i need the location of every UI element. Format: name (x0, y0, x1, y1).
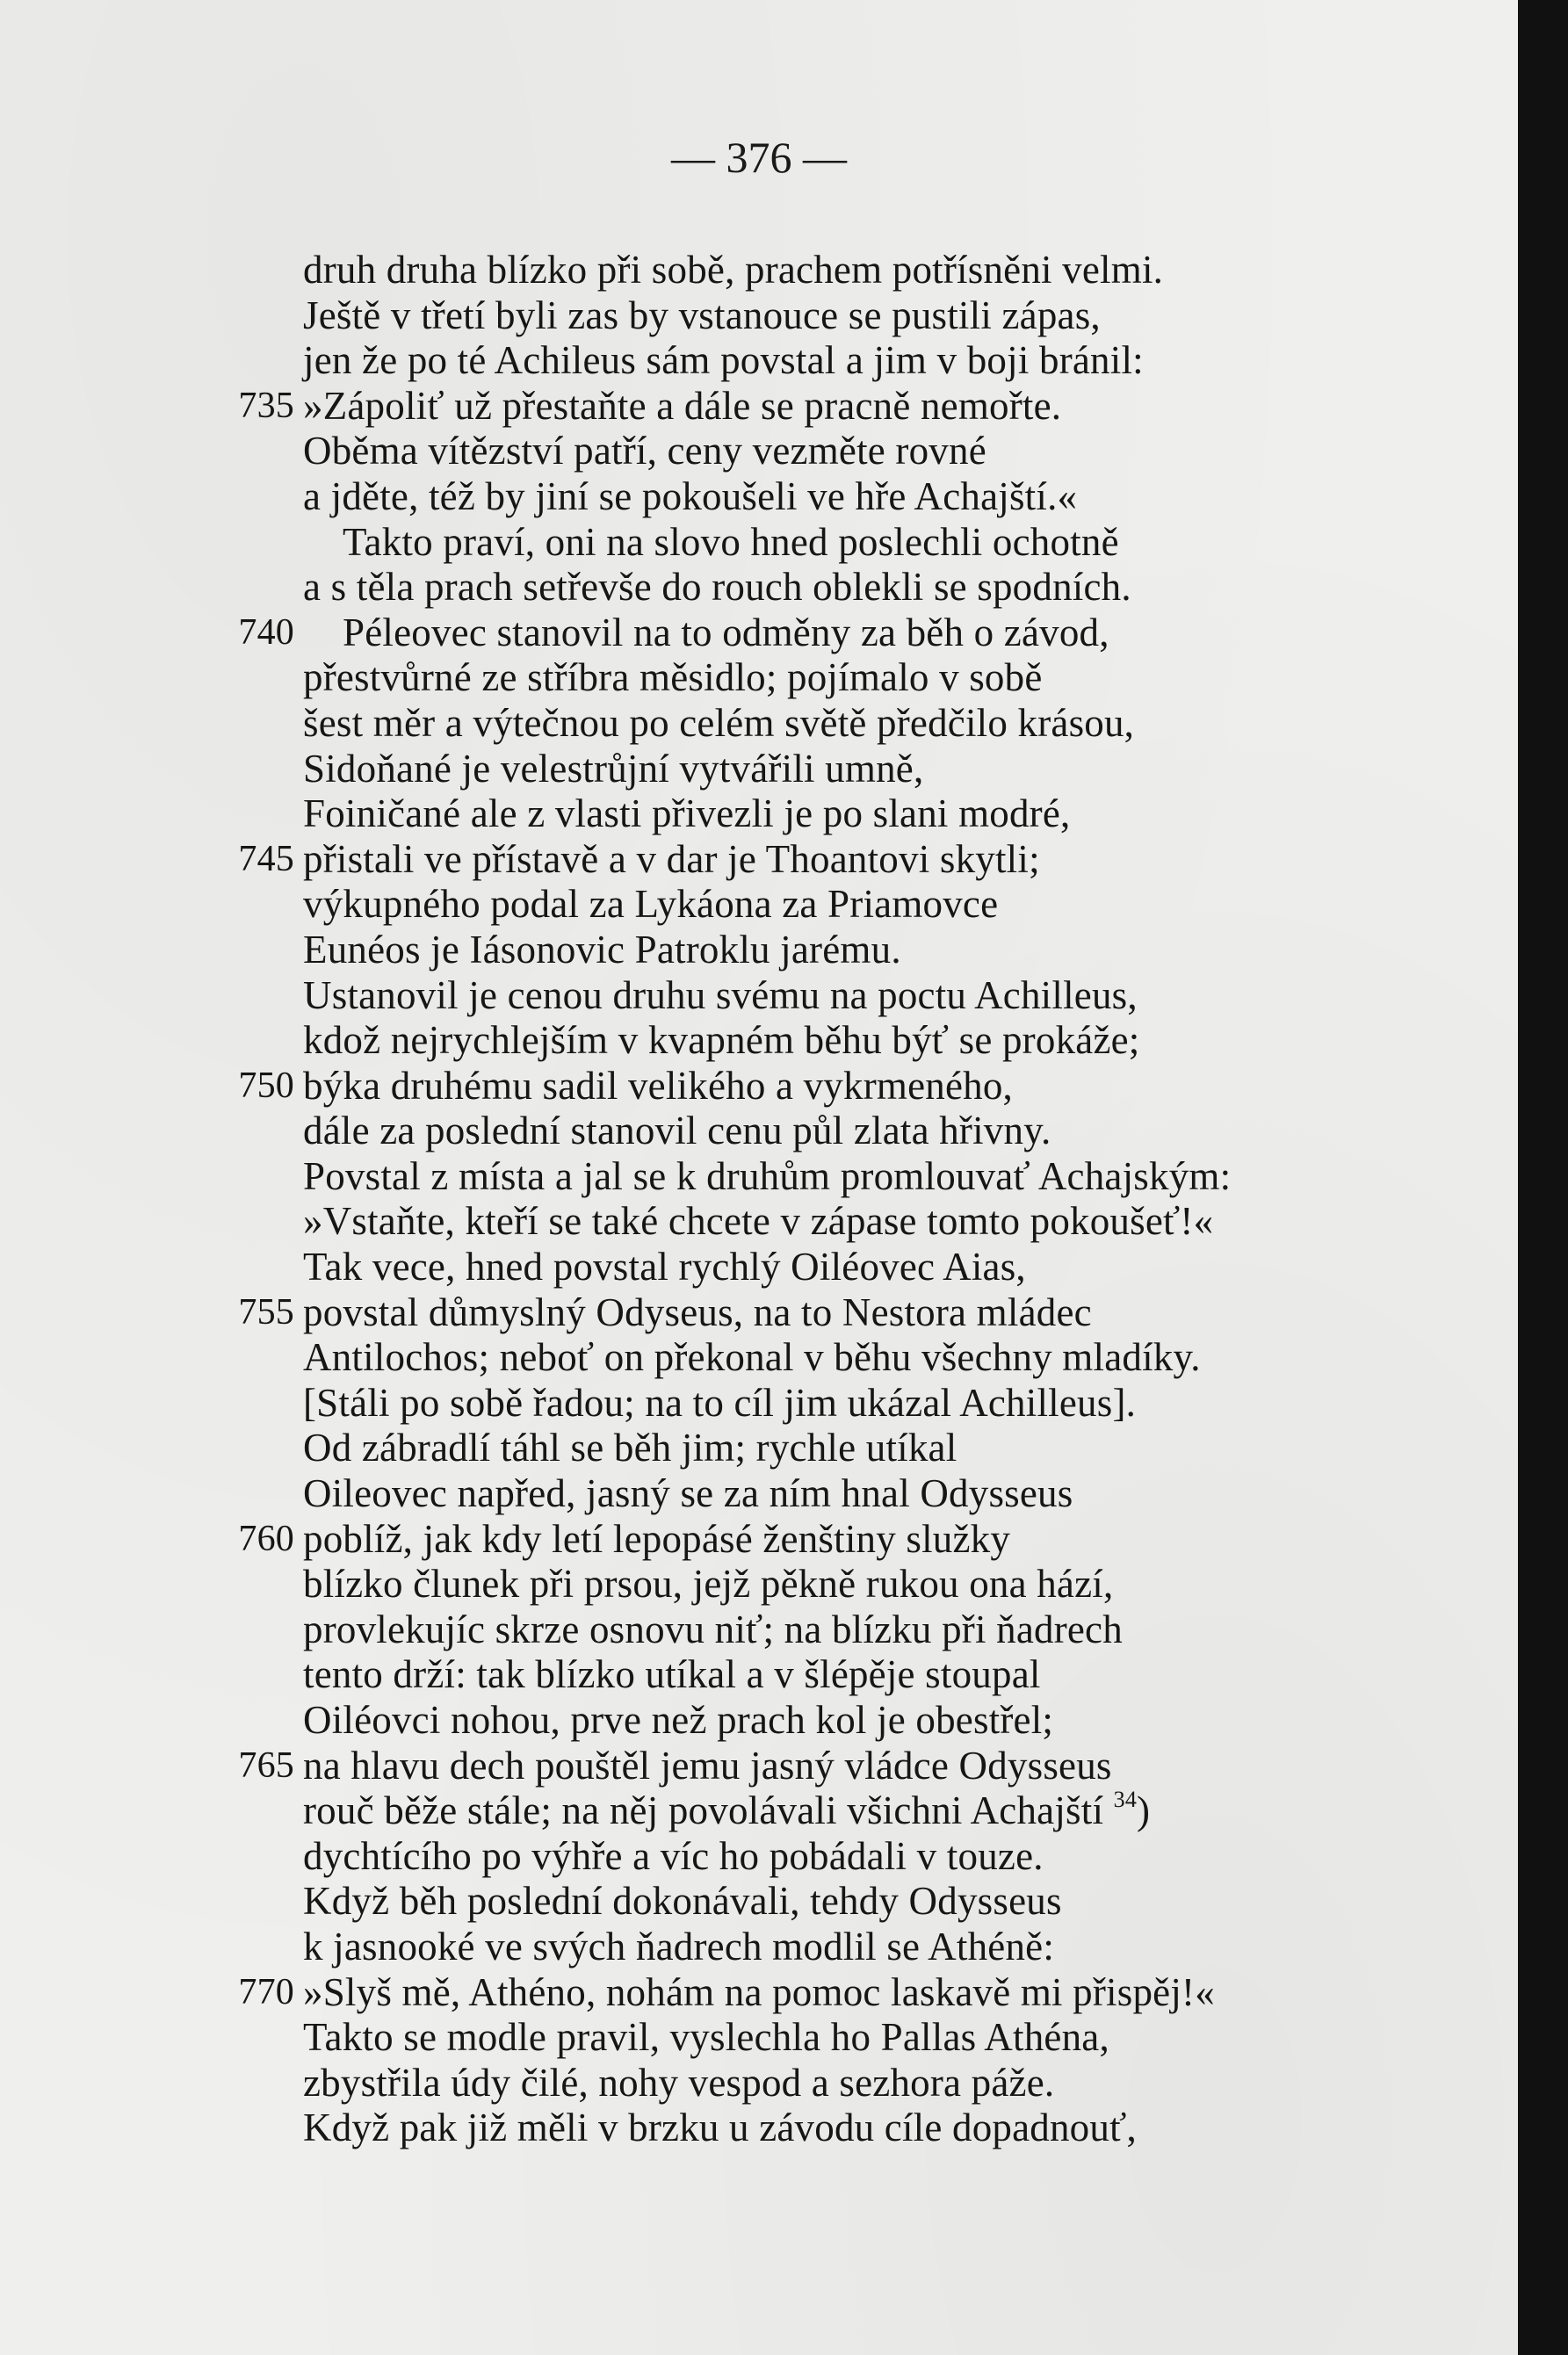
line-text: Od zábradlí táhl se běh jim; rychle utíkal (303, 1426, 957, 1470)
line-text: »Zápoliť už přestaňte a dále se pracně nemořte. (303, 383, 1062, 428)
line-number: 765 (238, 1745, 294, 1786)
verse-line (211, 384, 1476, 430)
verse-line (211, 520, 1476, 566)
verse-line (211, 338, 1476, 384)
line-text: blízko člunek při prsou, jejž pěkně rukou ona hází, (303, 1562, 1114, 1607)
line-number: 740 (238, 611, 294, 653)
line-text: k jasnooké ve svých ňadrech modlil se Athéně: (303, 1924, 1055, 1969)
verse-line (211, 1381, 1476, 1427)
verse-line (211, 1879, 1476, 1925)
line-text: poblíž, jak kdy letí lepopásé ženštiny služky (303, 1516, 1011, 1561)
verse-line (211, 565, 1476, 610)
verse-line (211, 1109, 1476, 1154)
line-text: Takto praví, oni na slovo hned poslechli ochotně (343, 519, 1119, 564)
verse-line (211, 610, 1476, 656)
line-text: Když pak již měli v brzku u závodu cíle dopadnouť, (303, 2106, 1137, 2150)
line-text: Když běh poslední dokonávali, tehdy Odysseus (303, 1879, 1062, 1924)
line-text: Oiléovci nohou, prve než prach kol je obestřel; (303, 1698, 1054, 1742)
verse-line (211, 1652, 1476, 1698)
verse-line (211, 837, 1476, 883)
line-text: [Stáli po sobě řadou; na to cíl jim ukázal Achilleus]. (303, 1380, 1137, 1425)
line-text: tento drží: tak blízko utíkal a v šlépěje stoupal (303, 1652, 1041, 1697)
verse-line (211, 655, 1476, 701)
line-number: 770 (238, 1971, 294, 2012)
footnote-marker: 34 (1113, 1787, 1138, 1813)
line-text: provlekujíc skrze osnovu niť; na blízku při ňadrech (303, 1607, 1123, 1651)
line-text: rouč běže stále; na něj povolávali všichni Achajští $^{34}$) (303, 1787, 1151, 1833)
verse-line (211, 1245, 1476, 1290)
line-text: a jděte, též by jiní se pokoušeli ve hře Achajští.« (303, 473, 1078, 518)
line-text: kdož nejrychlejším v kvapném běhu býť se prokáže; (303, 1018, 1140, 1063)
line-text: Povstal z místa a jal se k druhům promlouvať Achajským: (303, 1153, 1232, 1198)
line-text: Sidoňané je velestrůjní vytvářili umně, (303, 746, 924, 791)
line-number: 760 (238, 1518, 294, 1559)
verse-line (211, 248, 1476, 293)
verse-line (211, 1335, 1476, 1381)
line-text: na hlavu dech pouštěl jemu jasný vládce Odysseus (303, 1743, 1112, 1788)
verse-line (211, 1517, 1476, 1563)
line-text: Ustanovil je cenou druhu svému na poctu Achilleus, (303, 972, 1138, 1017)
line-text: Oběma vítězství patří, ceny vezměte rovné (303, 429, 986, 473)
verse-line (211, 1698, 1476, 1744)
scan-edge (1518, 0, 1568, 2355)
verse-line (211, 701, 1476, 747)
line-text: býka druhému sadil velikého a vykrmeného, (303, 1063, 1013, 1108)
verse-line (211, 474, 1476, 520)
verse-line (211, 1018, 1476, 1064)
line-text: druh druha blízko při sobě, prachem potřísněni velmi. (303, 248, 1164, 292)
line-text: povstal důmyslný Odyseus, na to Nestora mládec (303, 1289, 1092, 1334)
line-text: jen že po té Achileus sám povstal a jim v boji bránil: (303, 338, 1144, 383)
line-number: 735 (238, 385, 294, 426)
line-text: přistali ve přístavě a v dar je Thoantovi skytli; (303, 836, 1040, 881)
verse-line (211, 1154, 1476, 1200)
page-number: — 376 — (671, 133, 847, 182)
line-text: zbystřila údy čilé, nohy vespod a sezhora páže. (303, 2060, 1055, 2105)
verse-line (211, 928, 1476, 973)
footnote-paren: ) (1137, 1788, 1151, 1833)
verse-line (211, 2015, 1476, 2061)
verse-line (211, 293, 1476, 339)
verse-line (211, 1199, 1476, 1245)
line-text: Ještě v třetí byli zas by vstanouce se pustili zápas, (303, 293, 1101, 337)
verse-line (211, 882, 1476, 928)
verse-line (211, 1744, 1476, 1789)
verse-line (211, 1064, 1476, 1109)
line-text: výkupného podal za Lykáona za Priamovce (303, 882, 999, 927)
line-text: dále za poslední stanovil cenu půl zlata hřivny. (303, 1109, 1051, 1153)
verse-line (211, 747, 1476, 792)
line-text: Eunéos je Iásonovic Patroklu jarému. (303, 927, 901, 972)
verse-line (211, 1426, 1476, 1471)
line-text: Takto se modle pravil, vyslechla ho Pallas Athéna, (303, 2015, 1109, 2060)
line-text: »Vstaňte, kteří se také chcete v zápase tomto pokoušeť!« (303, 1199, 1214, 1244)
verse-line (211, 1562, 1476, 1607)
line-number: 755 (238, 1291, 294, 1333)
verse-line (211, 1788, 1476, 1834)
verse-line (211, 1925, 1476, 1970)
verse-line (211, 1970, 1476, 2016)
verse-line (211, 1471, 1476, 1517)
verse-block (211, 248, 1476, 2151)
line-text: Péleovec stanovil na to odměny za běh o závod, (343, 610, 1109, 654)
verse-line (211, 1607, 1476, 1653)
verse-line (211, 2106, 1476, 2151)
line-text: Oileovec napřed, jasný se za ním hnal Odysseus (303, 1471, 1073, 1516)
verse-line (211, 973, 1476, 1019)
verse-line (211, 429, 1476, 474)
verse-line (211, 1290, 1476, 1336)
line-text: Foiničané ale z vlasti přivezli je po slani modré, (303, 791, 1071, 836)
verse-line (211, 1834, 1476, 1880)
line-text: přestvůrné ze stříbra měsidlo; pojímalo v sobě (303, 655, 1043, 700)
verse-line (211, 2061, 1476, 2106)
line-text: Tak vece, hned povstal rychlý Oiléovec Aias, (303, 1245, 1026, 1289)
line-number: 750 (238, 1065, 294, 1106)
line-text: »Slyš mě, Athéno, nohám na pomoc laskavě mi přispěj!« (303, 1969, 1215, 2014)
line-text: šest měr a výtečnou po celém světě předčilo krásou, (303, 700, 1135, 745)
line-number: 745 (238, 838, 294, 879)
line-text: dychtícího po výhře a víc ho pobádali v touze. (303, 1833, 1044, 1878)
line-text: a s těla prach setřevše do rouch oblekli se spodních. (303, 565, 1131, 610)
line-text: Antilochos; neboť on překonal v běhu všechny mladíky. (303, 1335, 1201, 1380)
verse-line (211, 791, 1476, 837)
